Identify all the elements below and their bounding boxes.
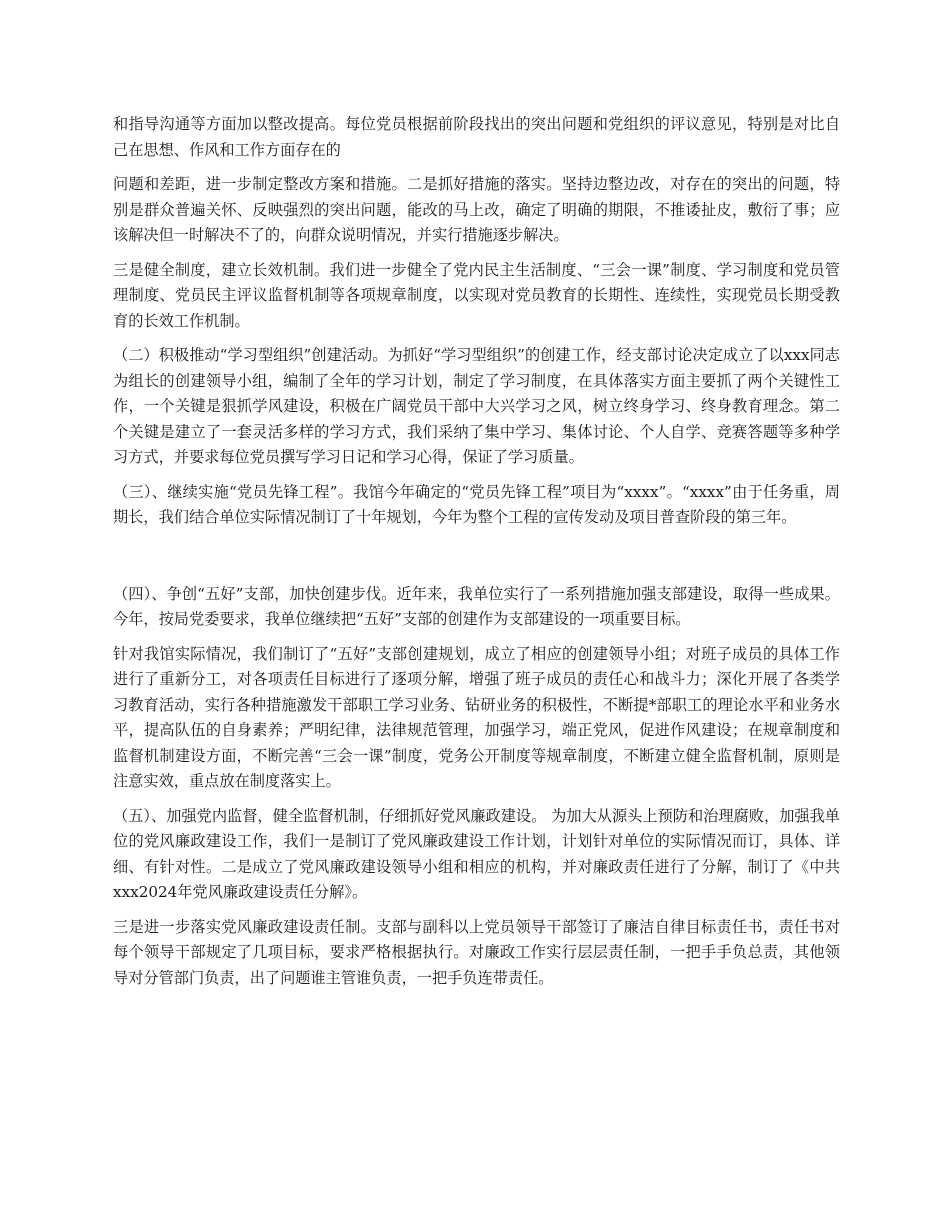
paragraph-5: （三）、继续实施“党员先锋工程”。我馆今年确定的“党员先锋工程”项目为“xxxx”。“xxxx”由于任务重，周期长，我们结合单位实际情况制订了十年规划，今年为整个工程的宣传发动及项目普查阶段的第三年。 bbox=[113, 482, 840, 526]
paragraph-1: 和指导沟通等方面加以整改提高。每位党员根据前阶段找出的突出问题和党组织的评议意见，特别是对比自己在思想、作风和工作方面存在的 bbox=[113, 115, 840, 159]
paragraph-6: （四）、争创“五好”支部，加快创建步伐。近年来，我单位实行了一系列措施加强支部建设，取得一些成果。今年，按局党委要求，我单位继续把“五好”支部的创建作为支部建设的一项重要目标。 bbox=[113, 584, 840, 628]
blank-spacer bbox=[113, 540, 840, 582]
paragraph-2: 问题和差距，进一步制定整改方案和措施。二是抓好措施的落实。坚持边整边改，对存在的突出的问题，特别是群众普遍关怀、反映强烈的突出问题，能改的马上改，确定了明确的期限，不推诿扯皮，敷衍了事；应该解决但一时解决不了的，向群众说明情况，并实行措施逐步解决。 bbox=[113, 175, 840, 244]
paragraph-4: （二）积极推动“学习型组织”创建活动。为抓好“学习型组织”的创建工作，经支部讨论决定成立了以xxx同志为组长的创建领导小组，编制了全年的学习计划，制定了学习制度，在具体落实方面主要抓了两个关键性工作，一个关键是狠抓学风建设，积极在广阔党员干部中大兴学习之风，树立终身学习、终身教育理念。第二个关键是建立了一套灵活多样的学习方式，我们采纳了集中学习、集体讨论、个人自学、竞赛答题等多种学习方式，并要求每位党员撰写学习日记和学习心得，保证了学习质量。 bbox=[113, 346, 840, 466]
paragraph-8: （五）、加强党内监督，健全监督机制，仔细抓好党风廉政建设。 为加大从源头上预防和治理腐败，加强我单位的党风廉政建设工作，我们一是制订了党风廉政建设工作计划，计划针对单位的实际情况而订，具体、详细、有针对性。二是成立了党风廉政建设领导小组和相应的机构，并对廉政责任进行了分解，制订了《中共xxx2024年党风廉政建设责任分解》。 bbox=[113, 806, 840, 901]
paragraph-7: 针对我馆实际情况，我们制订了“五好”支部创建规划，成立了相应的创建领导小组；对班子成员的具体工作进行了重新分工，对各项责任目标进行了逐项分解，增强了班子成员的责任心和战斗力；深化开展了各类学习教育活动，实行各种措施激发干部职工学习业务、钻研业务的积极性，不断提*部职工的理论水平和业务水平，提高队伍的自身素养；严明纪律，法律规范管理，加强学习，端正党风，促进作风建设；在规章制度和监督机制建设方面，不断完善“三会一课”制度，党务公开制度等规章制度，不断建立健全监督机制，原则是注意实效，重点放在制度落实上。 bbox=[113, 644, 840, 790]
paragraph-9: 三是进一步落实党风廉政建设责任制。支部与副科以上党员领导干部签订了廉洁自律目标责任书，责任书对每个领导干部规定了几项目标，要求严格根据执行。对廉政工作实行层层责任制，一把手手负总责，其他领导对分管部门负责，出了问题谁主管谁负责，一把手负连带责任。 bbox=[113, 917, 840, 987]
document-body bbox=[113, 112, 840, 1000]
paragraph-3: 三是健全制度，建立长效机制。我们进一步健全了党内民主生活制度、“三会一课”制度、学习制度和党员管理制度、党员民主评议监督机制等各项规章制度，以实现对党员教育的长期性、连续性，实现党员长期受教育的长效工作机制。 bbox=[113, 260, 840, 330]
